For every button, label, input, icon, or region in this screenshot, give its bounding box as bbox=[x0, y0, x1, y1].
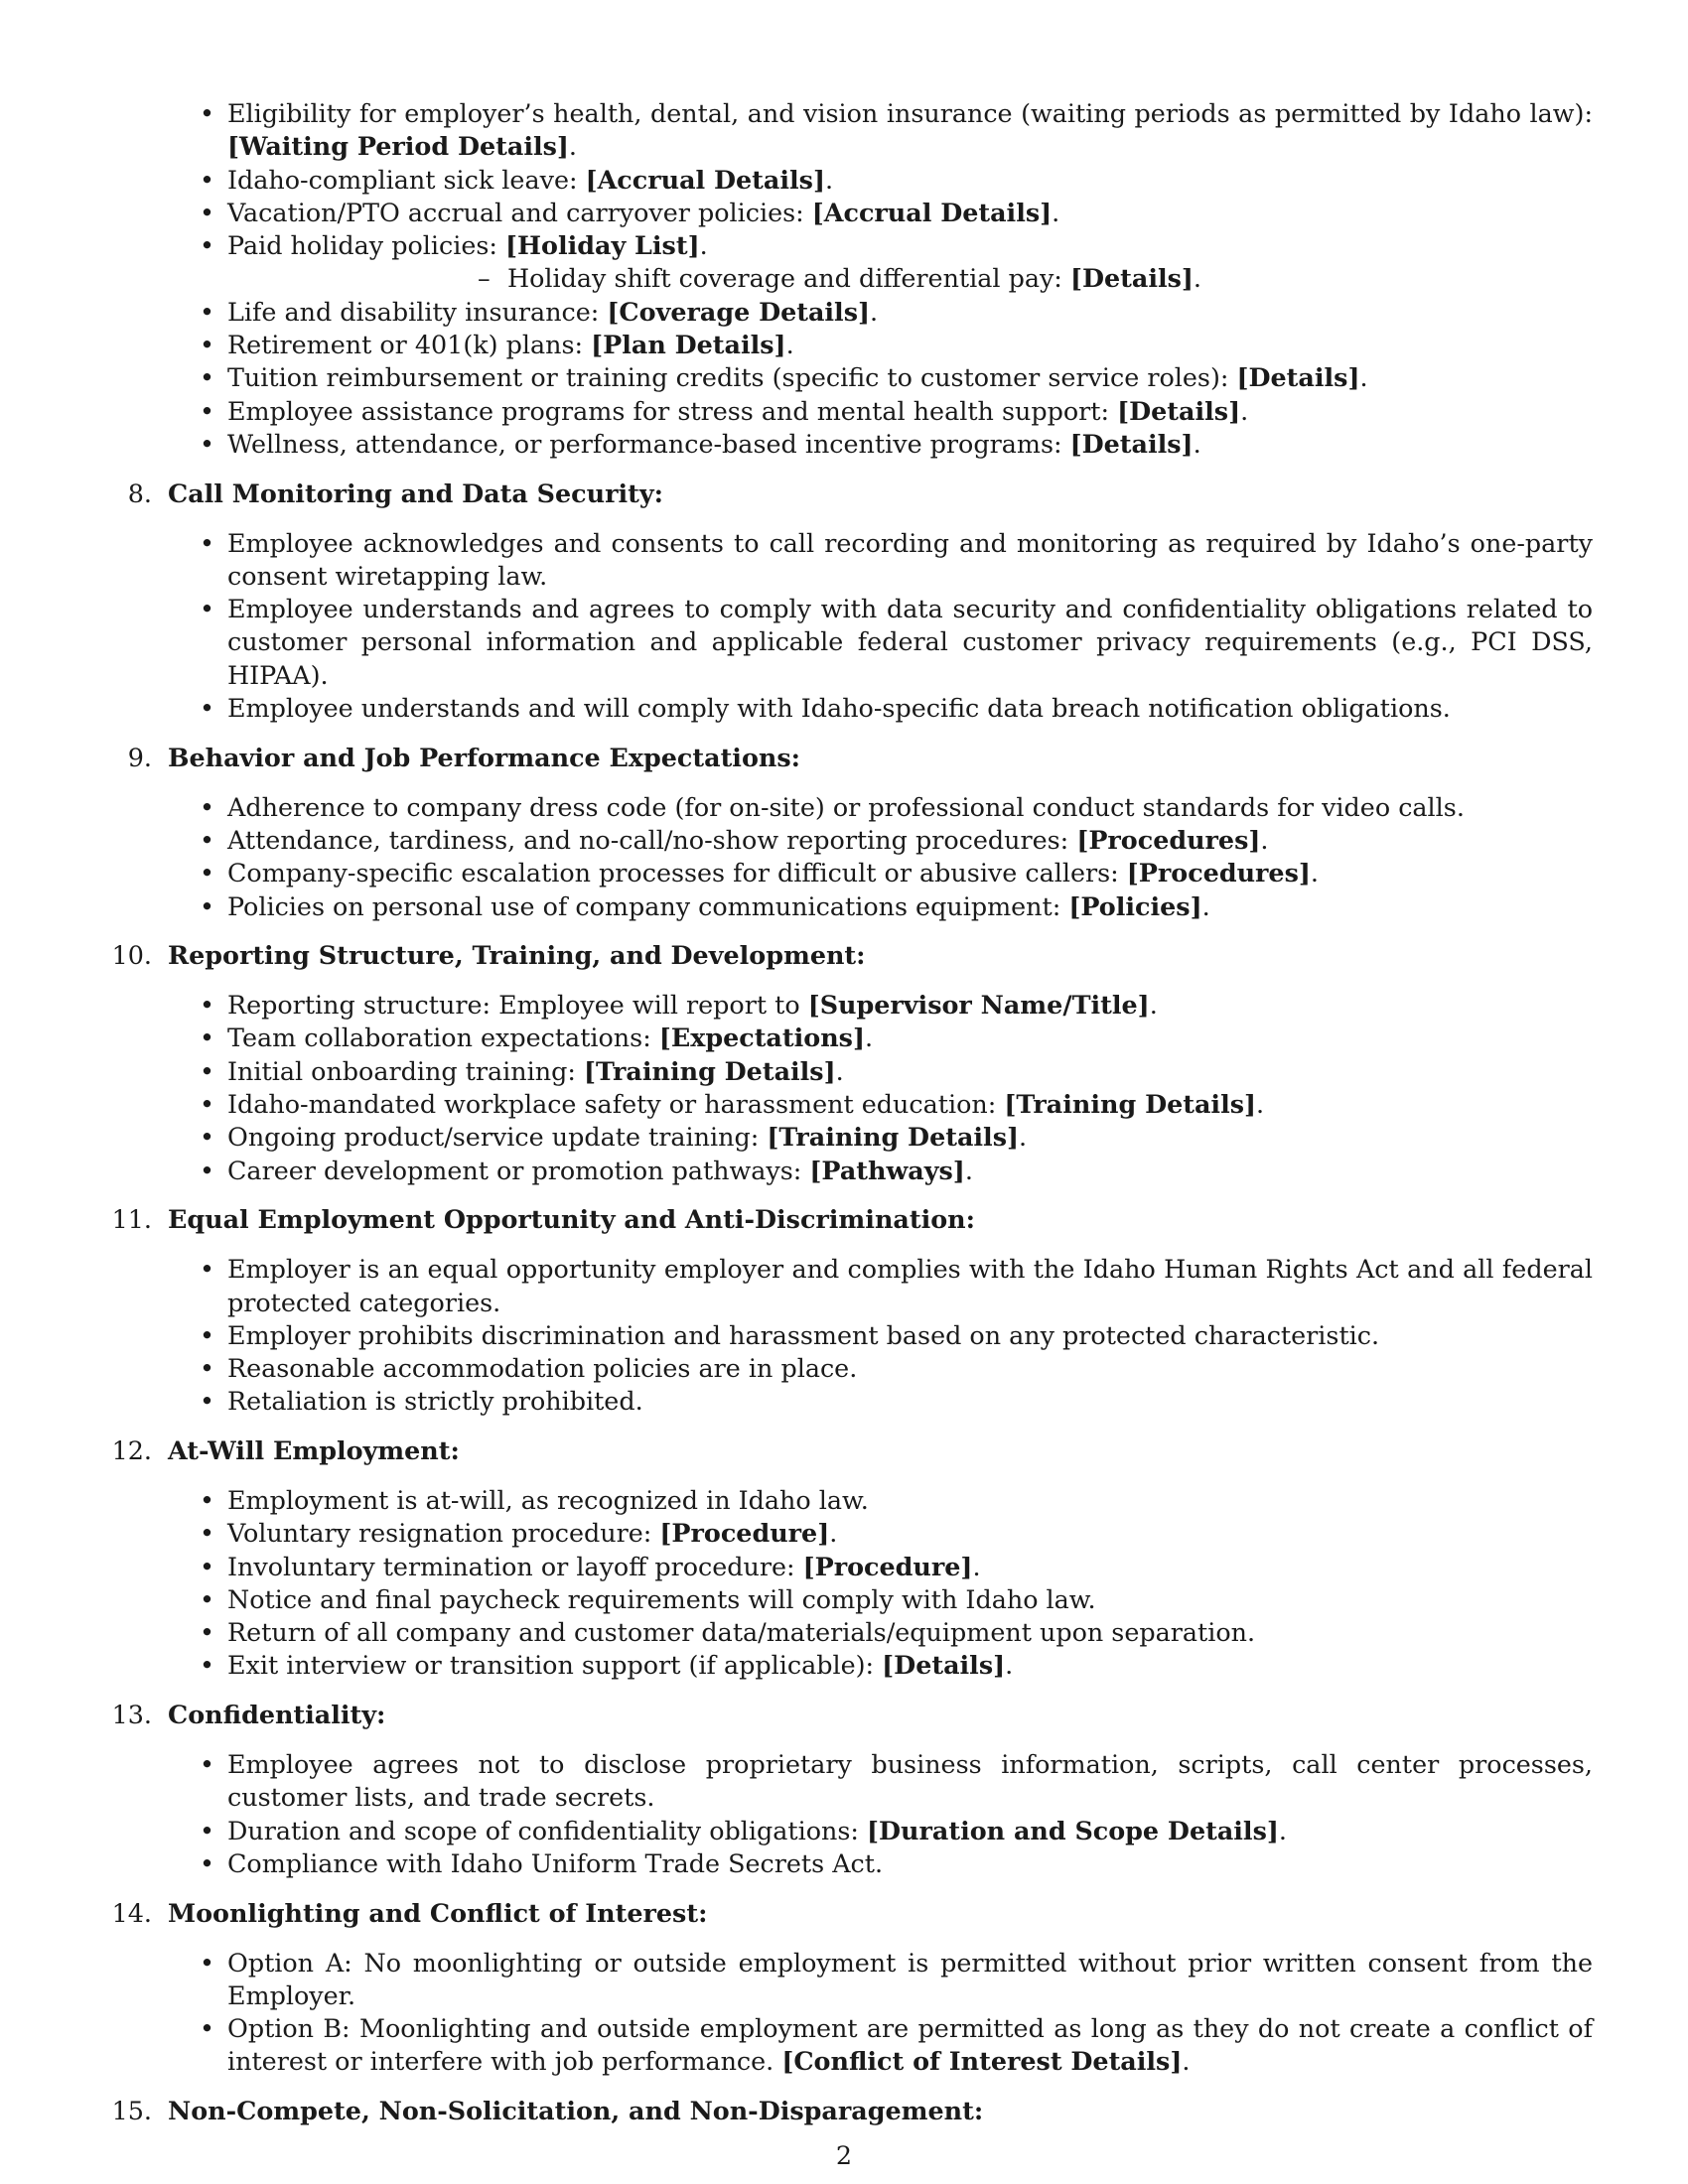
benefits-list bbox=[0, 97, 1688, 461]
holiday-sub-list bbox=[227, 262, 1593, 295]
list-item: • Return of all company and customer data/materials/equipment upon separation. bbox=[0, 1616, 1688, 1649]
section-10 bbox=[0, 939, 1688, 1187]
list-item: • Idaho-mandated workplace safety or harassment education: [Training Details]. bbox=[0, 1088, 1688, 1121]
list-item: • Employment is at-will, as recognized in Idaho law. bbox=[0, 1484, 1688, 1517]
list-item: • Life and disability insurance: [Coverage Details]. bbox=[0, 296, 1688, 329]
list-item: • Employee acknowledges and consents to call recording and monitoring as required by Idaho’s one-party consent wiretapping law. bbox=[0, 527, 1688, 594]
numbered-sections bbox=[0, 478, 1688, 2128]
section-number: 15. bbox=[111, 2096, 152, 2126]
section-heading bbox=[0, 1203, 1688, 1236]
document-body bbox=[0, 97, 1688, 2144]
section-number: 11. bbox=[111, 1204, 152, 1235]
section-heading bbox=[0, 2095, 1688, 2127]
section-bullet-list bbox=[0, 791, 1688, 923]
section-number: 8. bbox=[127, 478, 152, 508]
section-heading bbox=[0, 1897, 1688, 1930]
list-item: • Reasonable accommodation policies are in place. bbox=[0, 1352, 1688, 1385]
list-item: • Retaliation is strictly prohibited. bbox=[0, 1385, 1688, 1418]
section-heading bbox=[0, 742, 1688, 774]
section-bullet-list bbox=[0, 1253, 1688, 1418]
sub-list-item: – Holiday shift coverage and differential pay: [Details]. bbox=[227, 262, 1593, 295]
section-heading bbox=[0, 478, 1688, 510]
section-title: Behavior and Job Performance Expectations: bbox=[168, 742, 801, 772]
list-item: • Employee understands and will comply with Idaho-specific data breach notification obligations. bbox=[0, 692, 1688, 725]
page-number: 2 bbox=[835, 2140, 853, 2170]
section-title: Call Monitoring and Data Security: bbox=[168, 478, 663, 508]
list-item: • Paid holiday policies: [Holiday List]. – Holiday shift coverage and differential pay: [Details]. bbox=[0, 229, 1688, 296]
section-number: 13. bbox=[111, 1700, 152, 1730]
section-13 bbox=[0, 1699, 1688, 1880]
list-item: • Voluntary resignation procedure: [Procedure]. bbox=[0, 1517, 1688, 1550]
list-item: • Reporting structure: Employee will report to [Supervisor Name/Title]. bbox=[0, 989, 1688, 1022]
list-item: • Wellness, attendance, or performance-based incentive programs: [Details]. bbox=[0, 428, 1688, 461]
section-number: 10. bbox=[111, 940, 152, 971]
list-item: • Employer is an equal opportunity employer and complies with the Idaho Human Rights Act and all federal protected categories. bbox=[0, 1253, 1688, 1319]
list-item: • Tuition reimbursement or training credits (specific to customer service roles): [Details]. bbox=[0, 361, 1688, 394]
section-bullet-list bbox=[0, 1947, 1688, 2079]
list-item: • Compliance with Idaho Uniform Trade Secrets Act. bbox=[0, 1847, 1688, 1880]
list-item: • Involuntary termination or layoff procedure: [Procedure]. bbox=[0, 1551, 1688, 1583]
section-title: Non-Compete, Non-Solicitation, and Non-Disparagement: bbox=[168, 2096, 984, 2126]
list-item: • Policies on personal use of company communications equipment: [Policies]. bbox=[0, 890, 1688, 923]
section-15 bbox=[0, 2095, 1688, 2127]
section-title: At-Will Employment: bbox=[168, 1435, 460, 1466]
section-heading bbox=[0, 1434, 1688, 1467]
list-item: • Idaho-compliant sick leave: [Accrual Details]. bbox=[0, 164, 1688, 197]
list-item: • Employee assistance programs for stress and mental health support: [Details]. bbox=[0, 395, 1688, 428]
section-bullet-list bbox=[0, 989, 1688, 1187]
list-item: • Vacation/PTO accrual and carryover policies: [Accrual Details]. bbox=[0, 197, 1688, 229]
section-12 bbox=[0, 1434, 1688, 1683]
list-item: • Retirement or 401(k) plans: [Plan Details]. bbox=[0, 329, 1688, 361]
section-14 bbox=[0, 1897, 1688, 2079]
list-item: • Option B: Moonlighting and outside employment are permitted as long as they do not create a conflict of interest or interfere with job performance. [Conflict of Interest Details]. bbox=[0, 2012, 1688, 2079]
section-title: Moonlighting and Conflict of Interest: bbox=[168, 1897, 708, 1928]
section-number: 9. bbox=[127, 742, 152, 772]
list-item: • Notice and final paycheck requirements will comply with Idaho law. bbox=[0, 1583, 1688, 1616]
list-item: • Eligibility for employer’s health, dental, and vision insurance (waiting periods as permitted by Idaho law): [Waiting Period Details]. bbox=[0, 97, 1688, 164]
section-8 bbox=[0, 478, 1688, 726]
section-title: Equal Employment Opportunity and Anti-Discrimination: bbox=[168, 1204, 975, 1235]
list-item: • Team collaboration expectations: [Expectations]. bbox=[0, 1022, 1688, 1054]
list-item: • Duration and scope of confidentiality obligations: [Duration and Scope Details]. bbox=[0, 1815, 1688, 1847]
list-item: • Career development or promotion pathways: [Pathways]. bbox=[0, 1155, 1688, 1187]
section-9 bbox=[0, 742, 1688, 923]
list-item: • Initial onboarding training: [Training Details]. bbox=[0, 1055, 1688, 1088]
section-11 bbox=[0, 1203, 1688, 1418]
list-item: • Exit interview or transition support (if applicable): [Details]. bbox=[0, 1649, 1688, 1682]
list-item: • Employee agrees not to disclose proprietary business information, scripts, call center processes, customer lists, and trade secrets. bbox=[0, 1748, 1688, 1815]
section-heading bbox=[0, 939, 1688, 972]
section-bullet-list bbox=[0, 1748, 1688, 1880]
list-item: • Employer prohibits discrimination and harassment based on any protected characteristic. bbox=[0, 1319, 1688, 1352]
section-number: 14. bbox=[111, 1897, 152, 1928]
list-item: • Company-specific escalation processes for difficult or abusive callers: [Procedures]. bbox=[0, 857, 1688, 889]
list-item: • Adherence to company dress code (for on-site) or professional conduct standards for video calls. bbox=[0, 791, 1688, 824]
list-item: • Attendance, tardiness, and no-call/no-show reporting procedures: [Procedures]. bbox=[0, 824, 1688, 857]
section-number: 12. bbox=[111, 1435, 152, 1466]
section-heading bbox=[0, 1699, 1688, 1731]
list-item: • Option A: No moonlighting or outside employment is permitted without prior written consent from the Employer. bbox=[0, 1947, 1688, 2013]
section-title: Confidentiality: bbox=[168, 1700, 386, 1730]
section-bullet-list bbox=[0, 527, 1688, 726]
section-title: Reporting Structure, Training, and Development: bbox=[168, 940, 866, 971]
list-item: • Employee understands and agrees to comply with data security and confidentiality obligations related to customer personal information and applicable federal customer privacy requirements (e.g., PCI DSS, HIPAA). bbox=[0, 593, 1688, 692]
list-item: • Ongoing product/service update training: [Training Details]. bbox=[0, 1121, 1688, 1154]
section-bullet-list bbox=[0, 1484, 1688, 1683]
